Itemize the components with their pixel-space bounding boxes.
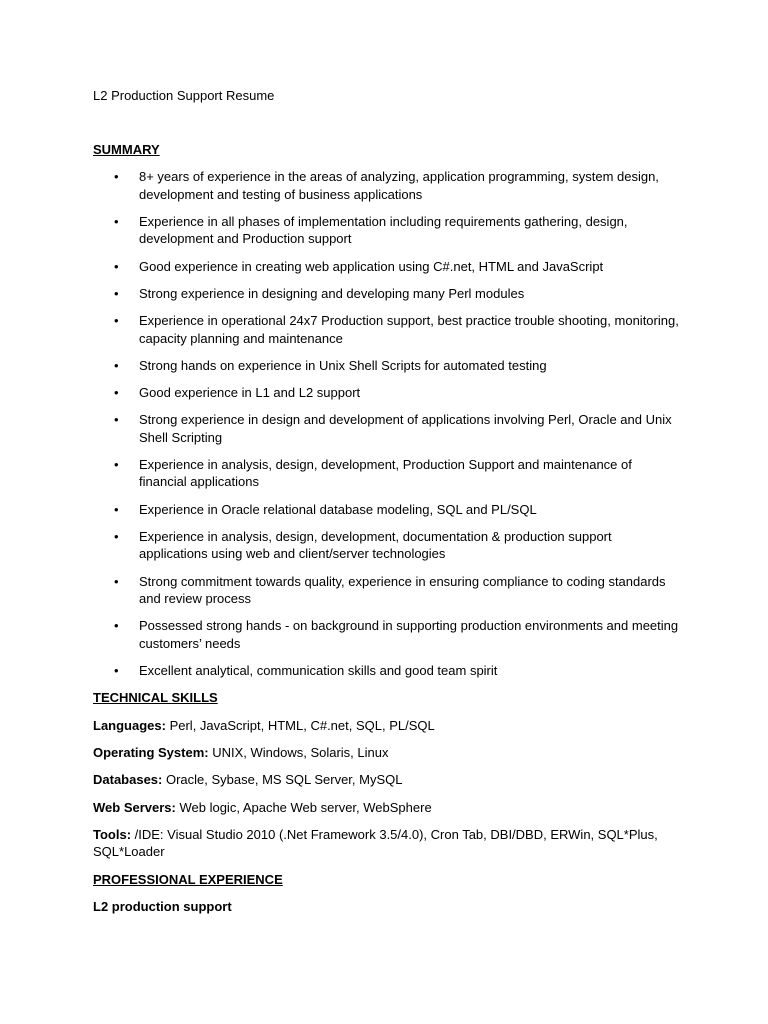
skill-value: /IDE: Visual Studio 2010 (.Net Framework 3.5/4.0), Cron Tab, DBI/DBD, ERWin, SQL*Plus, SQL*Loader [93, 826, 658, 860]
summary-item [93, 528, 683, 563]
bullet-icon: • [114, 456, 119, 472]
summary-item-text: Strong commitment towards quality, experience in ensuring compliance to coding standards and review process [139, 573, 666, 607]
skill-line-languages [93, 717, 683, 735]
skill-line-operating-system [93, 744, 683, 762]
summary-item-text: Experience in analysis, design, development, Production Support and maintenance of financial applications [139, 456, 632, 490]
summary-item-text: Strong experience in design and development of applications involving Perl, Oracle and Unix Shell Scripting [139, 412, 672, 445]
bullet-icon: • [114, 528, 119, 544]
summary-item-text: Strong hands on experience in Unix Shell Scripts for automated testing [139, 357, 547, 373]
summary-item-text: 8+ years of experience in the areas of analyzing, application programming, system design, development and testing of business applications [139, 169, 659, 202]
summary-item-text: Experience in all phases of implementation including requirements gathering, design, development and Production support [139, 213, 628, 247]
summary-item [93, 411, 683, 446]
bullet-icon: • [114, 357, 119, 373]
skill-key: Web Servers: [93, 799, 176, 815]
summary-heading: SUMMARY [93, 142, 160, 157]
professional-experience-heading: PROFESSIONAL EXPERIENCE [93, 871, 283, 887]
technical-skills-heading: TECHNICAL SKILLS [93, 690, 218, 706]
skill-key: Operating System: [93, 745, 209, 761]
skill-key: Databases: [93, 772, 163, 788]
bullet-icon: • [114, 663, 119, 679]
bullet-icon: • [114, 618, 119, 634]
bullet-icon: • [114, 169, 119, 184]
role-title: L2 production support [93, 899, 232, 915]
skill-value: Perl, JavaScript, HTML, C#.net, SQL, PL/SQL [165, 717, 435, 733]
document-title: L2 Production Support Resume [93, 88, 275, 103]
skill-line-databases [93, 771, 683, 789]
bullet-icon: • [114, 384, 119, 400]
summary-item [93, 168, 683, 203]
summary-item-text: Experience in operational 24x7 Production support, best practice trouble shooting, monitoring, capacity planning and maintenance [139, 312, 679, 346]
skill-value: Web logic, Apache Web server, WebSphere [175, 799, 432, 815]
summary-item [93, 662, 683, 680]
bullet-icon: • [114, 312, 119, 328]
summary-item-text: Possessed strong hands - on background in supporting production environments and meeting customers’ needs [139, 618, 679, 651]
summary-item [93, 357, 683, 375]
summary-item-text: Good experience in creating web application using C#.net, HTML and JavaScript [139, 258, 604, 274]
skill-value: Oracle, Sybase, MS SQL Server, MySQL [162, 772, 403, 788]
bullet-icon: • [114, 285, 119, 301]
bullet-icon: • [114, 258, 119, 274]
summary-item [93, 285, 683, 303]
bullet-icon: • [114, 213, 119, 229]
skill-key: Languages: [93, 717, 166, 733]
bullet-icon: • [114, 573, 119, 589]
summary-item-text: Good experience in L1 and L2 support [139, 384, 361, 400]
summary-list [93, 168, 683, 680]
summary-item-text: Experience in analysis, design, development, documentation & production support applications using web and client/server technologies [139, 528, 612, 562]
summary-item [93, 213, 683, 248]
skill-value: UNIX, Windows, Solaris, Linux [208, 745, 389, 761]
summary-item-text: Experience in Oracle relational database modeling, SQL and PL/SQL [139, 501, 537, 517]
summary-item-text: Excellent analytical, communication skills and good team spirit [139, 663, 498, 679]
summary-item [93, 456, 683, 491]
skill-line-tools [93, 826, 683, 861]
summary-item-text: Strong experience in designing and developing many Perl modules [139, 285, 525, 301]
summary-item [93, 617, 683, 652]
summary-item [93, 501, 683, 519]
skill-key: Tools: [93, 826, 132, 842]
resume-page [93, 86, 683, 916]
summary-item [93, 312, 683, 347]
summary-item [93, 384, 683, 402]
skill-line-web-servers [93, 799, 683, 817]
summary-item [93, 258, 683, 276]
summary-item [93, 573, 683, 608]
bullet-icon: • [114, 501, 119, 517]
bullet-icon: • [114, 412, 119, 428]
